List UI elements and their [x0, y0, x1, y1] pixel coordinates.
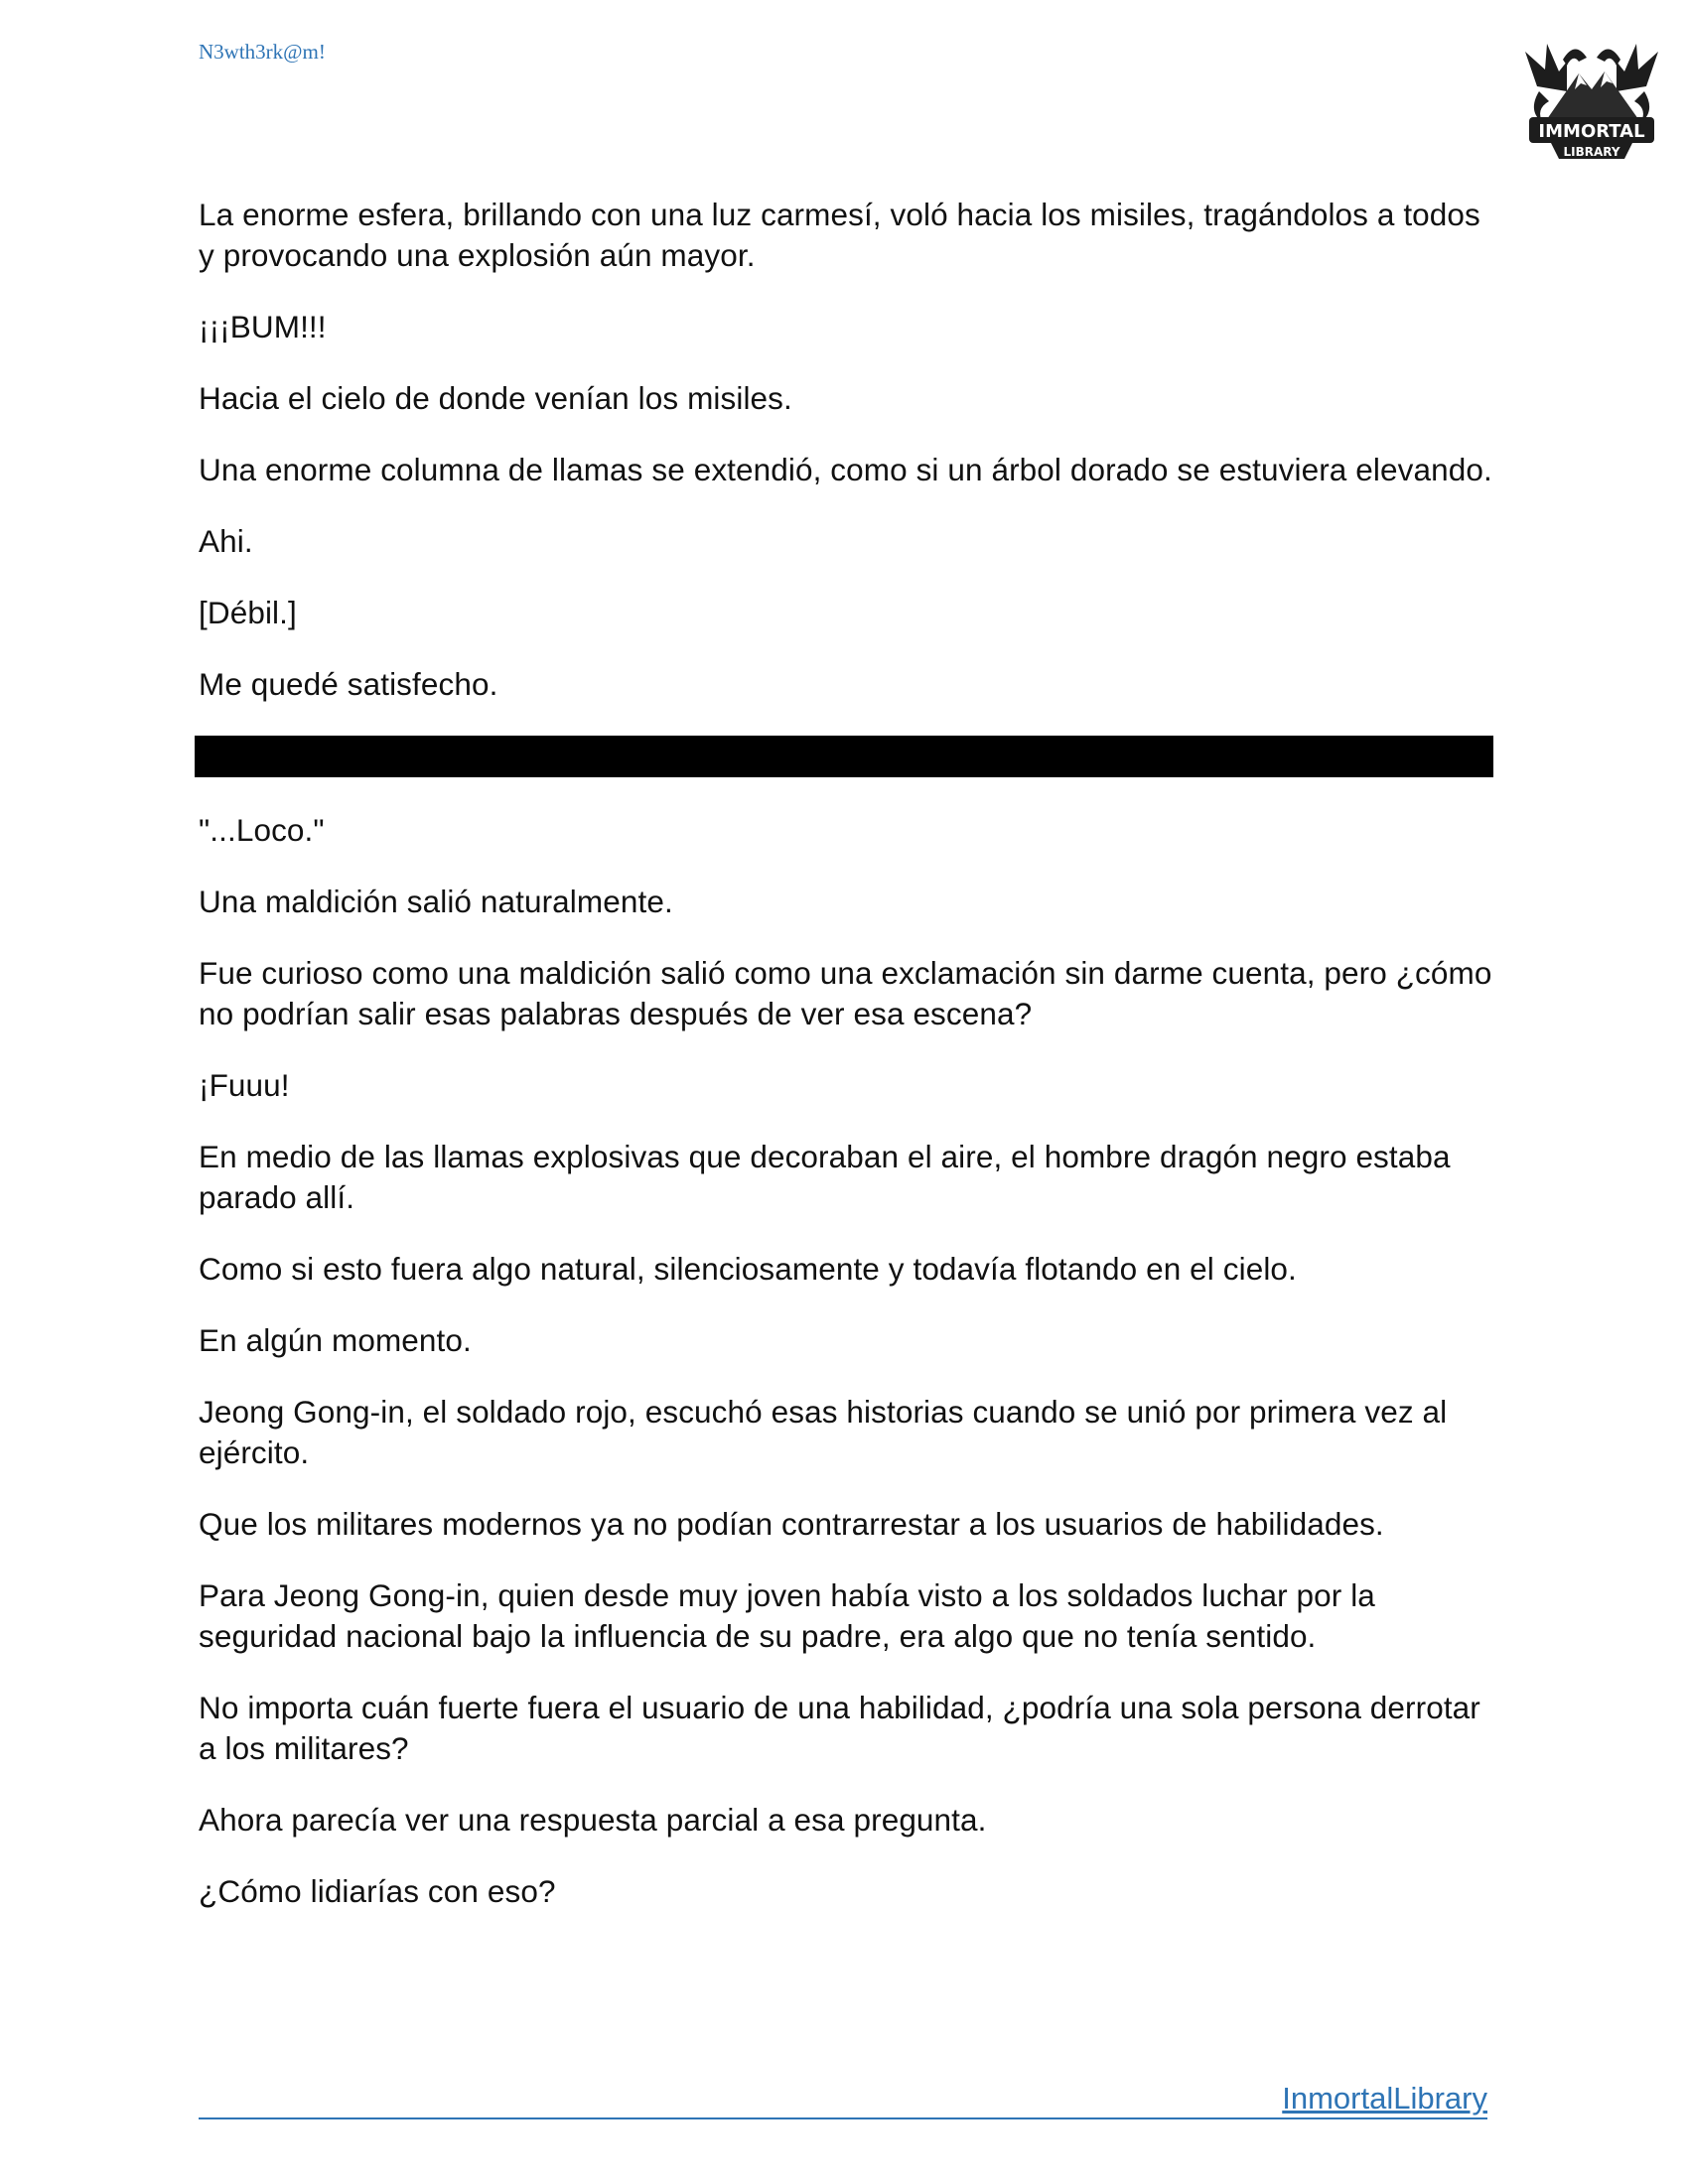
logo-line1-text: IMMORTAL — [1538, 121, 1645, 142]
footer-library-link[interactable]: InmortalLibrary — [199, 2081, 1487, 2119]
paragraph: ¡¡¡BUM!!! — [199, 309, 327, 344]
paragraph: Me quedé satisfecho. — [199, 666, 498, 702]
paragraph: En algún momento. — [199, 1322, 472, 1358]
paragraph: La enorme esfera, brillando con una luz carmesí, voló hacia los misiles, tragándolos a todos y provocando una explosión aún mayor. — [199, 197, 1480, 273]
paragraph: Ahora parecía ver una respuesta parcial a esa pregunta. — [199, 1802, 987, 1838]
paragraph: "...Loco." — [199, 812, 325, 848]
paragraph: Fue curioso como una maldición salió como una exclamación sin darme cuenta, pero ¿cómo no podrían salir esas palabras después de ver esa escena? — [199, 955, 1492, 1031]
dragon-mountain-logo-icon — [1517, 32, 1666, 166]
logo-line2-text: LIBRARY — [1563, 145, 1620, 159]
paragraph: Que los militares modernos ya no podían contrarrestar a los usuarios de habilidades. — [199, 1506, 1384, 1542]
paragraph: Para Jeong Gong-in, quien desde muy joven había visto a los soldados luchar por la seguridad nacional bajo la influencia de su padre, era algo que no tenía sentido. — [199, 1577, 1375, 1654]
paragraph: En medio de las llamas explosivas que decoraban el aire, el hombre dragón negro estaba parado allí. — [199, 1139, 1451, 1215]
paragraph: Ahi. — [199, 523, 253, 559]
immortal-library-logo — [1517, 32, 1666, 166]
paragraph: [Débil.] — [199, 595, 297, 630]
paragraph: ¡Fuuu! — [199, 1067, 290, 1103]
section-divider — [195, 736, 1493, 777]
paragraph: Jeong Gong-in, el soldado rojo, escuchó esas historias cuando se unió por primera vez al ejército. — [199, 1394, 1448, 1470]
paragraph: ¿Cómo lidiarías con eso? — [199, 1873, 556, 1909]
paragraph: Como si esto fuera algo natural, silenciosamente y todavía flotando en el cielo. — [199, 1251, 1297, 1287]
paragraph: No importa cuán fuerte fuera el usuario de una habilidad, ¿podría una sola persona derrotar a los militares? — [199, 1690, 1480, 1766]
paragraph: Una enorme columna de llamas se extendió, como si un árbol dorado se estuviera elevando. — [199, 452, 1492, 487]
page-body — [199, 195, 1499, 1943]
header-watermark-text: N3wth3rk@m! — [199, 40, 326, 64]
paragraph: Hacia el cielo de donde venían los misiles. — [199, 380, 792, 416]
paragraph: Una maldición salió naturalmente. — [199, 884, 673, 919]
